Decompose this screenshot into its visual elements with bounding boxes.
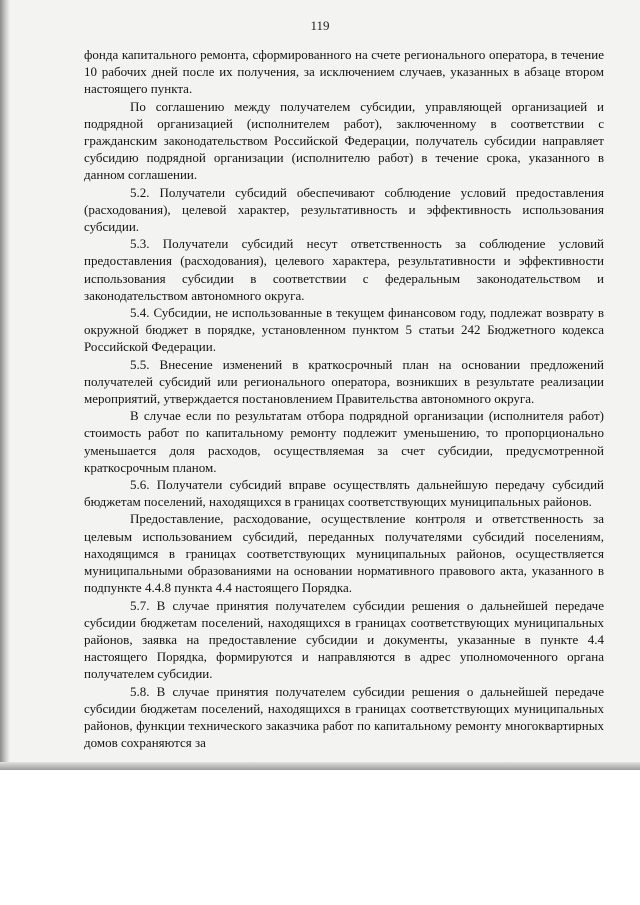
paragraph-5-8: 5.8. В случае принятия получателем субсидии решения о дальнейшей передаче субсидии бюджетам поселений, находящихся в границах соответствующих муниципальных районов, функции технического заказчика работ по капитальному ремонту многоквартирных домов сохраняются за [84, 683, 604, 751]
paragraph-5-3: 5.3. Получатели субсидий несут ответственность за соблюдение условий предоставления (расходования), целевого характера, результативности и эффективности использования субсидии в соответствии с федеральным законодательством и законодательством автономного округа. [84, 236, 604, 303]
paragraph-5-4: 5.4. Субсидии, не использованные в текущем финансовом году, подлежат возврату в окружной бюджет в порядке, установленном пунктом 5 статьи 242 Бюджетного кодекса Российской Федерации. [84, 305, 604, 355]
paragraph-control: Предоставление, расходование, осуществление контроля и ответственность за целевым использованием субсидий, переданных получателями субсидий поселениям, находящимся в границах соответствующих муниципальных районов, осуществляется муниципальными образованиями на основании нормативного правового акта, указанного в подпункте 4.4.8 пункта 4.4 настоящего Порядка. [84, 511, 604, 596]
page-number: 119 [310, 18, 330, 33]
paragraph-continuation: фонда капитального ремонта, сформированного на счете регионального оператора, в течение 10 рабочих дней после их получения, за исключением случаев, указанных в абзаце втором настоящего пункта. [84, 47, 604, 97]
scan-bottom-edge [0, 762, 640, 770]
paragraph-5-2: 5.2. Получатели субсидий обеспечивают соблюдение условий предоставления (расходования), целевой характер, результативность и эффективность использования субсидии. [84, 184, 604, 235]
paragraph-5-6: 5.6. Получатели субсидий вправе осуществлять дальнейшую передачу субсидий бюджетам поселений, находящихся в границах соответствующих муниципальных районов. [84, 477, 604, 510]
document-body [84, 46, 604, 751]
paragraph-5-7: 5.7. В случае принятия получателем субсидии решения о дальнейшей передаче субсидии бюджетам поселений, находящихся в границах соответствующих муниципальных районов, заявка на предоставление субсидии и документы, указанные в пункте 4.4 настоящего Порядка, формируются и направляются в адрес уполномоченного органа получателем субсидии. [84, 597, 604, 682]
paragraph-cost-reduction: В случае если по результатам отбора подрядной организации (исполнителя работ) стоимость работ по капитальному ремонту подлежит уменьшению, то пропорционально уменьшается доля расходов, осуществляемая за счет субсидии, предусмотренной краткосрочным планом. [84, 408, 604, 475]
paragraph-agreement: По соглашению между получателем субсидии, управляющей организацией и подрядной организацией (исполнителем работ), заключенному в соответствии с гражданским законодательством Российской Федерации, получатель субсидии направляет субсидию подрядной организации (исполнителю работ) в течение срока, указанного в данном соглашении. [84, 98, 604, 183]
scan-left-edge [0, 0, 10, 770]
paragraph-5-5: 5.5. Внесение изменений в краткосрочный план на основании предложений получателей субсидий или регионального оператора, возникших в результате реализации мероприятий, утверждается постановлением Правительства автономного округа. [84, 356, 604, 407]
